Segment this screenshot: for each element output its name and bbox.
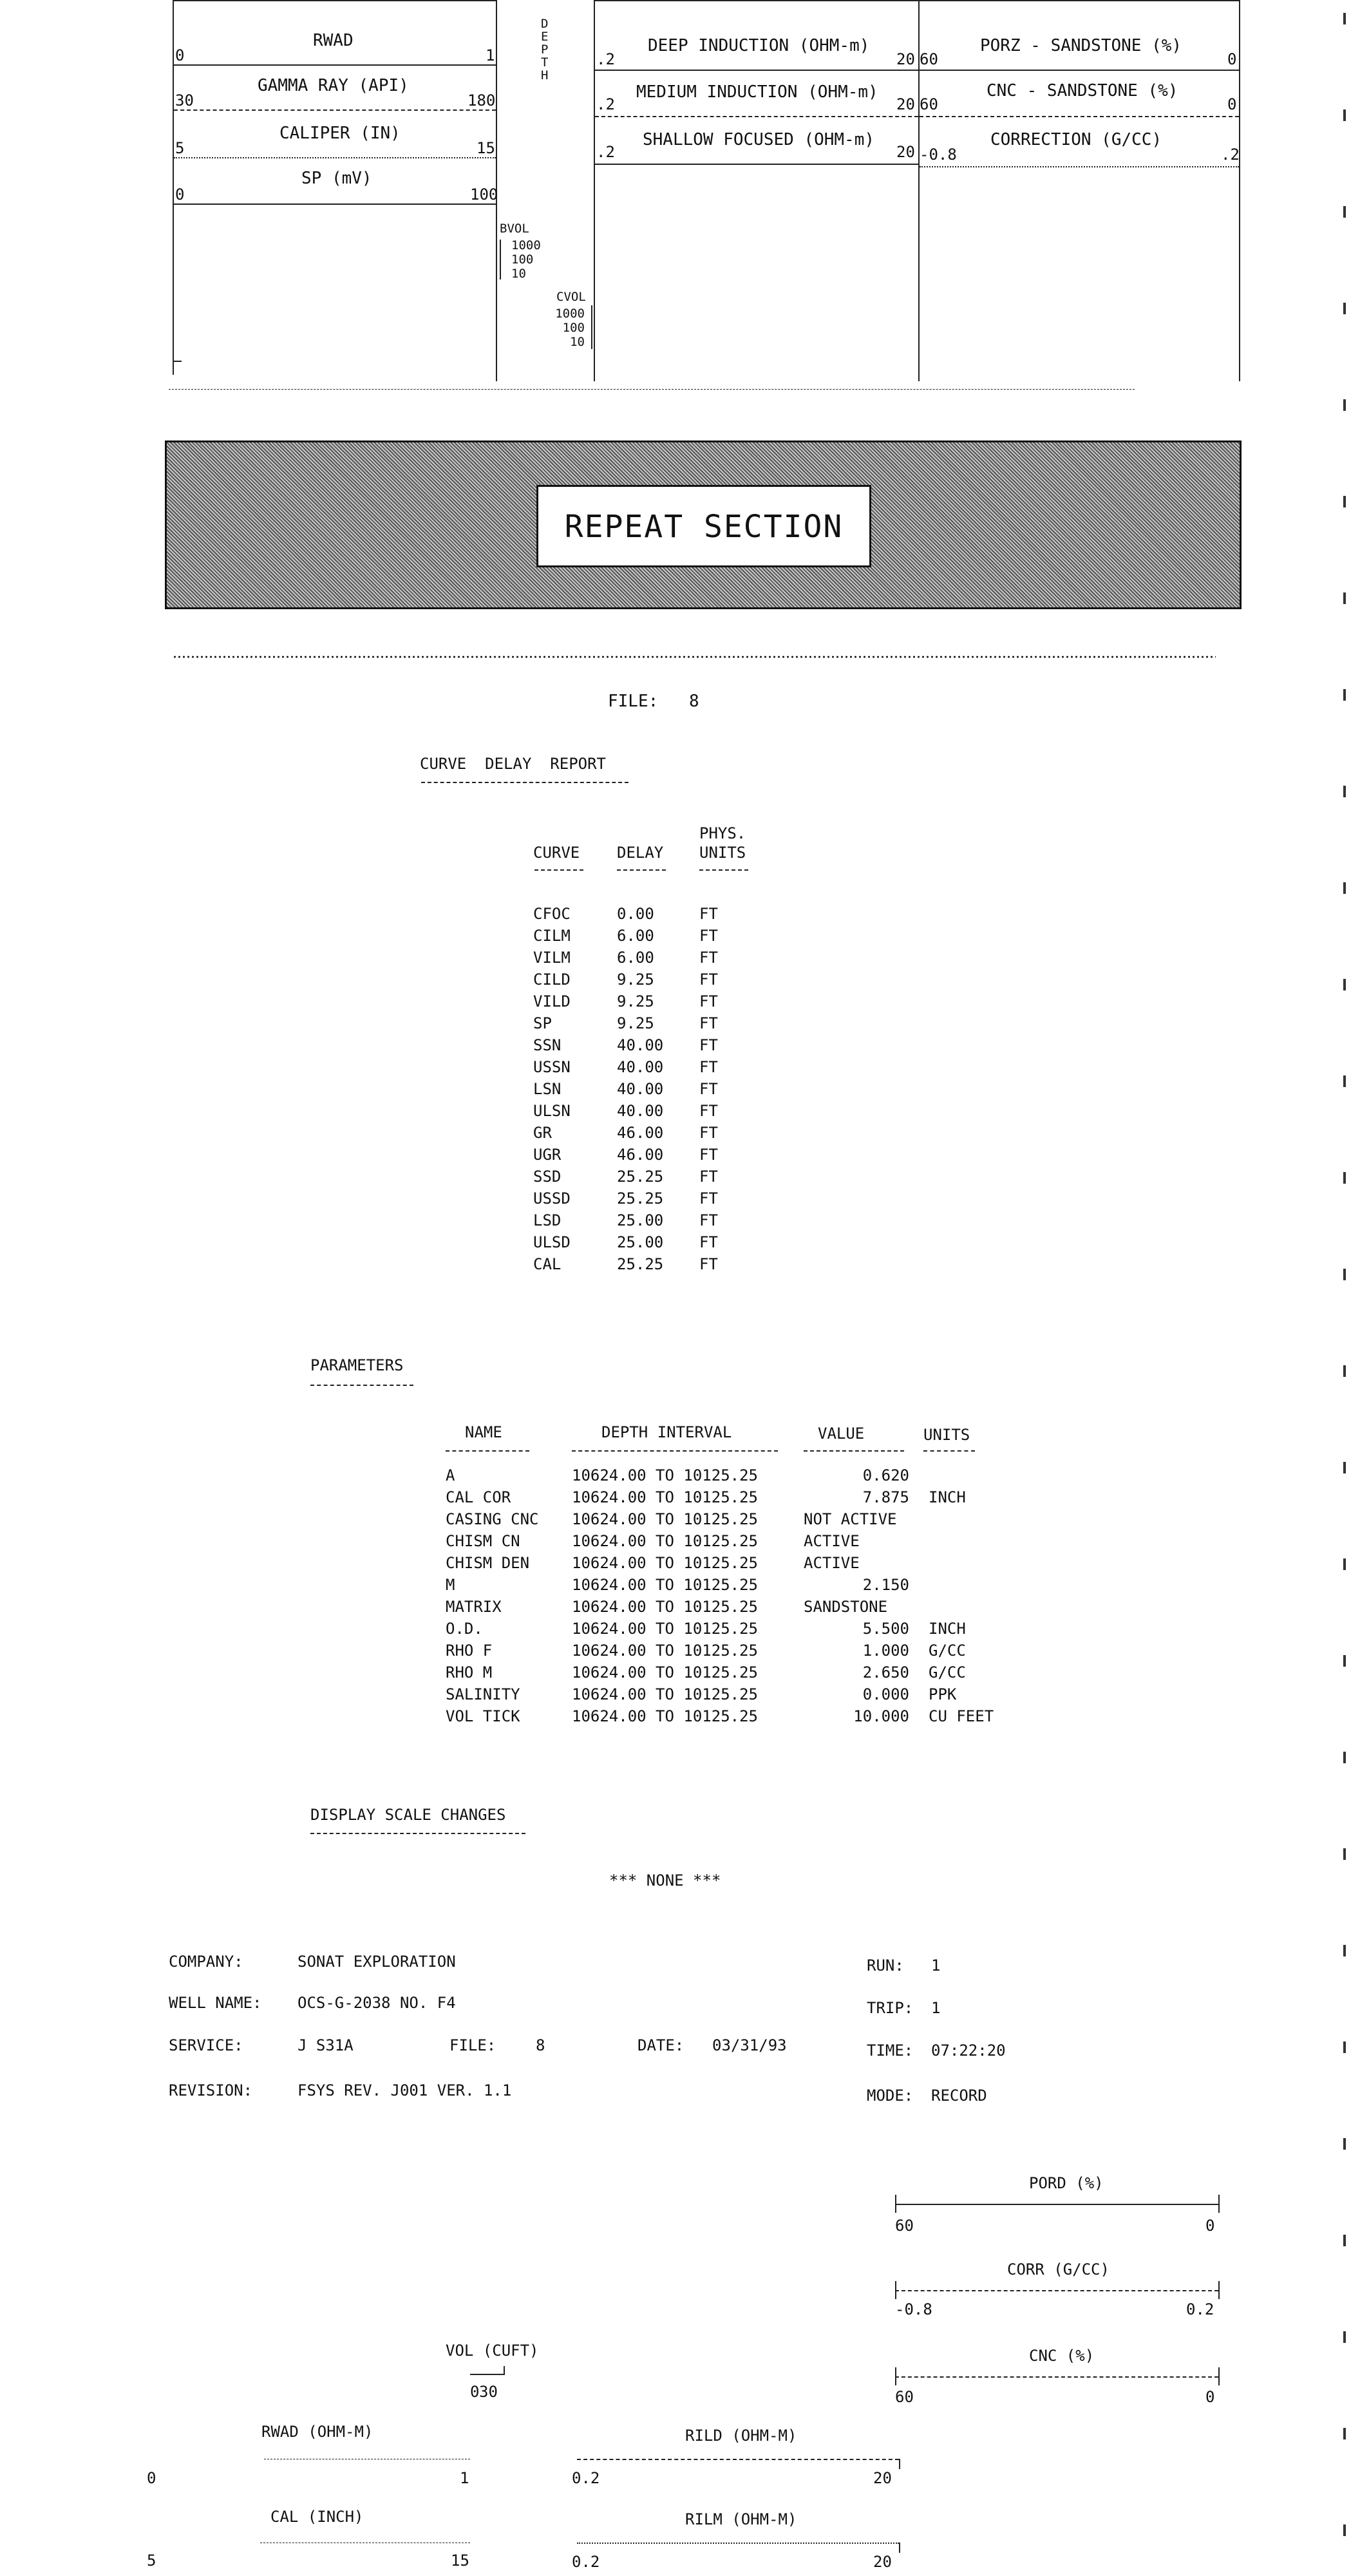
file-label: FILE: (608, 692, 659, 711)
rwad-curve-name: RWAD (313, 31, 354, 50)
param-units-header: UNITS (923, 1426, 970, 1444)
delay-cell: 46.00 (617, 1146, 664, 1164)
param-name-cell: RHO M (446, 1663, 493, 1681)
cnc-max: 0 (1227, 95, 1237, 113)
param-value-cell: 2.650 (862, 1663, 909, 1681)
bvol-tick-1000: 1000 (511, 238, 541, 252)
param-name-cell: CAL COR (446, 1488, 511, 1506)
table-row (446, 1640, 999, 1662)
shallow-focused-min: .2 (596, 143, 615, 161)
param-interval-cell: 10624.00 TO 10125.25 (572, 1707, 758, 1725)
cvol-tick-10: 10 (570, 335, 585, 349)
phys-header: PHYS. (699, 824, 746, 842)
units-cell: FT (699, 1058, 718, 1076)
param-units-cell (929, 1574, 999, 1596)
medium-induction-min: .2 (596, 95, 615, 113)
curve-delay-title: CURVE DELAY REPORT (420, 755, 606, 773)
bvol-tick-100: 100 (511, 252, 534, 267)
pord-scale-min: 60 (895, 2217, 914, 2235)
curve-cell: SP (533, 1014, 552, 1032)
param-name-cell: MATRIX (446, 1598, 502, 1616)
units-cell: FT (699, 1255, 718, 1273)
file-number: 8 (689, 692, 699, 711)
curve-cell: SSD (533, 1168, 562, 1186)
delay-cell: 6.00 (617, 949, 654, 967)
cal-scale-min: 5 (147, 2552, 156, 2570)
param-name-cell: CASING CNC (446, 1510, 539, 1528)
table-row (446, 1486, 999, 1508)
units-cell: FT (699, 927, 718, 945)
curve-cell: USSD (533, 1189, 571, 1208)
units-cell: FT (699, 992, 718, 1010)
gamma-ray-min: 30 (175, 91, 194, 109)
run-label: RUN: (867, 1956, 904, 1975)
curve-cell: UGR (533, 1146, 562, 1164)
delay-cell: 25.00 (617, 1211, 664, 1229)
date-value: 03/31/93 (712, 2036, 787, 2054)
param-units-cell (929, 1552, 999, 1574)
medium-induction-max: 20 (896, 95, 915, 113)
rild-scale-max: 20 (873, 2469, 892, 2487)
company-label: COMPANY: (169, 1953, 243, 1971)
curve-cell: ULSD (533, 1233, 571, 1251)
vol-scale-min: 0 (470, 2383, 480, 2401)
curve-cell: ULSN (533, 1102, 571, 1120)
param-units-cell: INCH (929, 1620, 966, 1638)
display-scale-none: *** NONE *** (609, 1871, 721, 1889)
table-row (533, 1034, 738, 1056)
corr-scale-name: CORR (G/CC) (1007, 2260, 1110, 2278)
units-cell: FT (699, 1080, 718, 1098)
param-name-cell: CHISM CN (446, 1532, 520, 1550)
table-row (533, 1056, 738, 1078)
units-cell: FT (699, 905, 718, 923)
file-info-value: 8 (536, 2036, 545, 2054)
cnc-scale-name: CNC (%) (1029, 2347, 1095, 2365)
param-value-cell: ACTIVE (804, 1554, 860, 1572)
run-value: 1 (931, 1956, 941, 1975)
curve-cell: VILD (533, 992, 571, 1010)
table-row (533, 903, 738, 925)
delay-cell: 25.25 (617, 1255, 664, 1273)
units-cell: FT (699, 1168, 718, 1186)
param-value-cell: ACTIVE (804, 1532, 860, 1550)
param-name-cell: CHISM DEN (446, 1554, 530, 1572)
table-row (533, 1166, 738, 1188)
param-interval-cell: 10624.00 TO 10125.25 (572, 1620, 758, 1638)
param-name-cell: M (446, 1576, 455, 1594)
param-interval-cell: 10624.00 TO 10125.25 (572, 1510, 758, 1528)
table-row (533, 1231, 738, 1253)
param-value-cell: NOT ACTIVE (804, 1510, 897, 1528)
units-cell: FT (699, 1233, 718, 1251)
curve-cell: CFOC (533, 905, 571, 923)
revision-value: FSYS REV. J001 VER. 1.1 (298, 2081, 512, 2099)
units-cell: FT (699, 1014, 718, 1032)
service-label: SERVICE: (169, 2036, 243, 2054)
param-value-cell: SANDSTONE (804, 1598, 888, 1616)
medium-induction-name: MEDIUM INDUCTION (OHM-m) (636, 82, 878, 102)
param-interval-cell: 10624.00 TO 10125.25 (572, 1576, 758, 1594)
vol-scale-name: VOL (CUFT) (446, 2342, 539, 2360)
bvol-label: BVOL (500, 222, 529, 236)
param-interval-cell: 10624.00 TO 10125.25 (572, 1466, 758, 1484)
param-name-cell: A (446, 1466, 455, 1484)
param-value-cell: 0.620 (862, 1466, 909, 1484)
repeat-section-banner (165, 440, 1242, 609)
param-name-cell: VOL TICK (446, 1707, 520, 1725)
table-row (446, 1705, 999, 1727)
units-cell: FT (699, 1036, 718, 1054)
param-units-cell: CU FEET (929, 1707, 994, 1725)
rild-scale-min: 0.2 (572, 2469, 600, 2487)
rwad-min: 0 (175, 46, 185, 64)
sp-max: 100 (470, 185, 498, 204)
caliper-min: 5 (175, 139, 185, 157)
table-row (533, 1209, 738, 1231)
company-value: SONAT EXPLORATION (298, 1953, 456, 1971)
display-scale-title: DISPLAY SCALE CHANGES (310, 1806, 506, 1824)
delay-cell: 40.00 (617, 1102, 664, 1120)
cnc-min: 60 (920, 95, 938, 113)
param-value-cell: 5.500 (862, 1620, 909, 1638)
rwad-scale-name: RWAD (OHM-M) (261, 2423, 373, 2441)
rilm-scale-max: 20 (873, 2553, 892, 2571)
param-interval-cell: 10624.00 TO 10125.25 (572, 1642, 758, 1660)
units-cell: FT (699, 1124, 718, 1142)
cnc-scale-min: 60 (895, 2388, 914, 2406)
table-row (533, 1144, 738, 1166)
revision-label: REVISION: (169, 2081, 253, 2099)
curve-delay-table (533, 903, 738, 1275)
cvol-label: CVOL (556, 290, 586, 304)
curve-cell: CILM (533, 927, 571, 945)
param-value-cell: 10.000 (853, 1707, 909, 1725)
shallow-focused-max: 20 (896, 143, 915, 161)
rild-scale-name: RILD (OHM-M) (685, 2427, 797, 2445)
param-value-cell: 7.875 (862, 1488, 909, 1506)
units-cell: FT (699, 1189, 718, 1208)
param-units-cell: G/CC (929, 1663, 966, 1681)
delay-cell: 40.00 (617, 1080, 664, 1098)
table-row (533, 1100, 738, 1122)
sp-curve-name: SP (mV) (301, 169, 372, 188)
param-name-cell: O.D. (446, 1620, 483, 1638)
param-units-cell: INCH (929, 1488, 966, 1506)
delay-header: DELAY (617, 844, 664, 862)
table-row (533, 1188, 738, 1209)
table-row (533, 1253, 738, 1275)
pord-scale-name: PORD (%) (1029, 2174, 1104, 2192)
table-row (446, 1508, 999, 1530)
caliper-max: 15 (477, 139, 495, 157)
param-interval-cell: 10624.00 TO 10125.25 (572, 1488, 758, 1506)
table-row (533, 1122, 738, 1144)
delay-cell: 25.25 (617, 1168, 664, 1186)
curve-cell: SSN (533, 1036, 562, 1054)
units-cell: FT (699, 1211, 718, 1229)
curve-cell: GR (533, 1124, 552, 1142)
margin-marks (1343, 13, 1346, 2563)
caliper-curve-name: CALIPER (IN) (279, 124, 401, 143)
curve-cell: USSN (533, 1058, 571, 1076)
porz-min: 60 (920, 50, 938, 68)
curve-cell: CAL (533, 1255, 562, 1273)
shallow-focused-name: SHALLOW FOCUSED (OHM-m) (643, 130, 875, 149)
deep-induction-name: DEEP INDUCTION (OHM-m) (648, 36, 870, 55)
asterisk-separator (173, 655, 1216, 659)
table-row (446, 1662, 999, 1683)
delay-cell: 40.00 (617, 1036, 664, 1054)
delay-cell: 6.00 (617, 927, 654, 945)
table-row (446, 1574, 999, 1596)
rilm-scale-min: 0.2 (572, 2553, 600, 2571)
curve-cell: LSN (533, 1080, 562, 1098)
curve-header: CURVE (533, 844, 580, 862)
gamma-ray-max: 180 (468, 91, 496, 109)
correction-min: -0.8 (920, 146, 957, 164)
vol-scale-max: 30 (479, 2383, 498, 2401)
mode-value: RECORD (931, 2087, 987, 2105)
param-value-header: VALUE (818, 1425, 865, 1443)
time-label: TIME: (867, 2041, 914, 2060)
porz-max: 0 (1227, 50, 1237, 68)
parameters-title: PARAMETERS (310, 1356, 404, 1374)
deep-induction-max: 20 (896, 50, 915, 68)
param-name-cell: SALINITY (446, 1685, 520, 1703)
param-units-cell (929, 1464, 999, 1486)
well-name-label: WELL NAME: (169, 1994, 262, 2012)
cnc-scale-max: 0 (1205, 2388, 1215, 2406)
table-row (446, 1530, 999, 1552)
table-row (533, 990, 738, 1012)
table-row (533, 1012, 738, 1034)
deep-induction-min: .2 (596, 50, 615, 68)
gamma-ray-curve-name: GAMMA RAY (API) (258, 76, 409, 95)
file-info-label: FILE: (449, 2036, 496, 2054)
curve-cell: CILD (533, 971, 571, 989)
depth-label: DEPTH (541, 17, 549, 82)
units-header: UNITS (699, 844, 746, 862)
units-cell: FT (699, 1102, 718, 1120)
correction-max: .2 (1221, 146, 1240, 164)
curve-cell: VILM (533, 949, 571, 967)
param-name-header: NAME (465, 1423, 502, 1441)
rwad-scale-min: 0 (147, 2469, 156, 2487)
cnc-name: CNC - SANDSTONE (%) (987, 81, 1178, 100)
cal-scale-name: CAL (INCH) (270, 2508, 364, 2526)
table-row (533, 969, 738, 990)
correction-name: CORRECTION (G/CC) (990, 130, 1162, 149)
param-value-cell: 1.000 (862, 1642, 909, 1660)
corr-scale-max: 0.2 (1186, 2300, 1214, 2318)
delay-cell: 9.25 (617, 1014, 654, 1032)
corr-scale-min: -0.8 (895, 2300, 932, 2318)
param-units-cell: G/CC (929, 1642, 966, 1660)
param-value-cell: 0.000 (862, 1685, 909, 1703)
bvol-tick-10: 10 (511, 267, 526, 281)
table-row (446, 1618, 999, 1640)
sp-min: 0 (175, 185, 185, 204)
delay-cell: 0.00 (617, 905, 654, 923)
param-interval-cell: 10624.00 TO 10125.25 (572, 1663, 758, 1681)
delay-cell: 9.25 (617, 971, 654, 989)
param-units-cell (929, 1596, 999, 1618)
trip-value: 1 (931, 1999, 941, 2017)
table-row (446, 1464, 999, 1486)
delay-cell: 46.00 (617, 1124, 664, 1142)
units-cell: FT (699, 949, 718, 967)
rwad-scale-max: 1 (460, 2469, 469, 2487)
delay-cell: 25.00 (617, 1233, 664, 1251)
delay-cell: 25.25 (617, 1189, 664, 1208)
date-label: DATE: (638, 2036, 685, 2054)
repeat-section-title: REPEAT SECTION (564, 509, 844, 545)
porz-name: PORZ - SANDSTONE (%) (980, 36, 1182, 55)
table-row (533, 947, 738, 969)
delay-cell: 9.25 (617, 992, 654, 1010)
time-value: 07:22:20 (931, 2041, 1006, 2060)
table-row (533, 1078, 738, 1100)
service-value: J S31A (298, 2036, 354, 2054)
repeat-section-box (536, 485, 871, 567)
well-name-value: OCS-G-2038 NO. F4 (298, 1994, 456, 2012)
trip-label: TRIP: (867, 1999, 914, 2017)
pord-scale-max: 0 (1205, 2217, 1215, 2235)
table-row (446, 1596, 999, 1618)
param-value-cell: 2.150 (862, 1576, 909, 1594)
param-name-cell: RHO F (446, 1642, 493, 1660)
delay-cell: 40.00 (617, 1058, 664, 1076)
rwad-max: 1 (486, 46, 495, 64)
param-interval-cell: 10624.00 TO 10125.25 (572, 1532, 758, 1550)
param-interval-cell: 10624.00 TO 10125.25 (572, 1685, 758, 1703)
param-units-cell (929, 1508, 999, 1530)
parameters-table (446, 1464, 999, 1727)
cvol-tick-1000: 1000 (555, 307, 585, 321)
units-cell: FT (699, 971, 718, 989)
table-row (446, 1552, 999, 1574)
curve-cell: LSD (533, 1211, 562, 1229)
table-row (533, 925, 738, 947)
cvol-tick-100: 100 (562, 321, 585, 335)
cal-scale-max: 15 (451, 2552, 469, 2570)
param-units-cell: PPK (929, 1685, 957, 1703)
param-units-cell (929, 1530, 999, 1552)
table-row (446, 1683, 999, 1705)
units-cell: FT (699, 1146, 718, 1164)
param-interval-cell: 10624.00 TO 10125.25 (572, 1554, 758, 1572)
mode-label: MODE: (867, 2087, 914, 2105)
param-interval-header: DEPTH INTERVAL (601, 1423, 732, 1441)
rilm-scale-name: RILM (OHM-M) (685, 2510, 797, 2528)
param-interval-cell: 10624.00 TO 10125.25 (572, 1598, 758, 1616)
